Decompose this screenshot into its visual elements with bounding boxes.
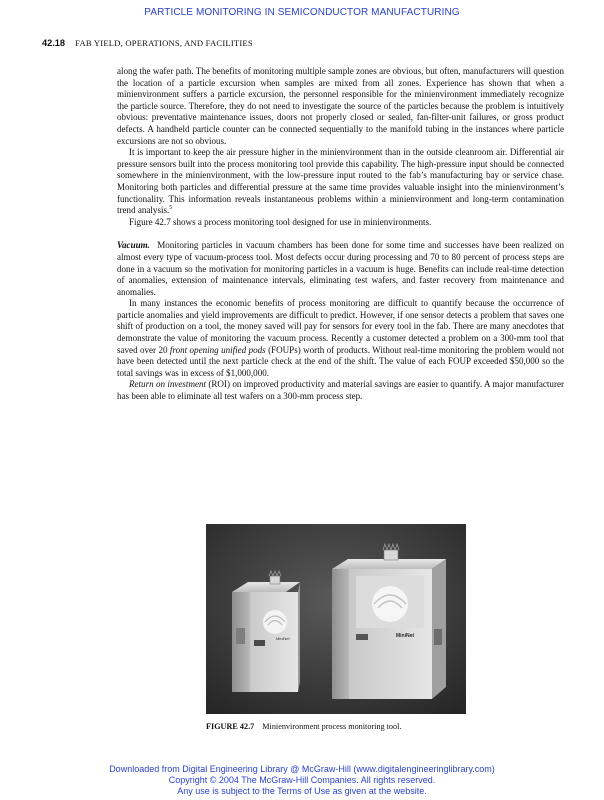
running-head: [42, 38, 253, 48]
small-monitor-unit: [232, 571, 300, 692]
paragraph: [117, 147, 564, 217]
paragraph-text: Monitoring particles in vacuum chambers has been done for some time and successes have been realized on almost every type of vacuum-process tool. Most defects occur during processing and 70 to 80 percent of process steps are done in a vacuum so the motivation for monitoring particles in a vacuum is huge. Benefits can include real-time detection of anomalies, extension of maintenance intervals, eliminating test wafers, and faster recovery from maintenance and anomalies.: [117, 240, 565, 297]
figure-caption: [206, 722, 401, 731]
large-unit-label: MiniNet: [396, 633, 415, 639]
monitoring-tool-photo: [206, 524, 466, 714]
footer-line: Any use is subject to the Terms of Use as given at the website.: [177, 786, 427, 796]
large-monitor-unit: [332, 544, 446, 699]
body-text: [117, 66, 564, 403]
paragraph: [117, 240, 564, 298]
footer-line: Downloaded from Digital Engineering Library @ McGraw-Hill (www.digitalengineeringlibrary.com): [109, 764, 495, 774]
emphasis-term: front opening unified pods: [169, 344, 266, 355]
paragraph: [117, 379, 564, 402]
figure-photo: [206, 524, 466, 714]
chapter-title: FAB YIELD, OPERATIONS, AND FACILITIES: [75, 38, 253, 48]
small-unit-label: MiniNet: [276, 636, 290, 641]
paragraph: Figure 42.7 shows a process monitoring tool designed for use in minienvironments.: [129, 216, 432, 227]
emphasis-term: Return on investment: [129, 379, 207, 390]
section-heading-vacuum: Vacuum.: [117, 240, 150, 251]
book-title-banner: PARTICLE MONITORING IN SEMICONDUCTOR MANUFACTURING: [144, 7, 460, 18]
figure-label: FIGURE 42.7: [206, 722, 255, 731]
paragraph-text: In many instances the economic benefits of process monitoring are difficult to quantify because the occurrence of particle anomalies and yield improvements are difficult to predict. However, if one sensor detects a problem that saves one shift of production on a tool, the money saved will pay for sensors for every tool in the fab. There are many anecdotes that demonstrate the value of monitoring the vacuum process. Recently a customer detected a problem on a 300-mm tool that saved over 20: [117, 298, 564, 355]
paragraph: [117, 298, 564, 379]
paragraph: along the wafer path. The benefits of monitoring multiple sample zones are obvious, but often, manufacturers will question the location of a particle excursion when samples are mixed from all zones. Experience has shown that when a minienvironment suffers a particle excursion, the personnel responsible for the minienvironment immediately recognize the particle source. Therefore, they do not need to investigate the source of the particles because the problem is intuitively obvious: preventative maintenance issues, doors not properly closed or sealed, fan-filter-unit failures, or gross product defects. A handheld particle counter can be connected sequentially to the manifold tubing in the instances where particle excursions are not so obvious.: [117, 66, 564, 146]
figure-caption-text: Minienvironment process monitoring tool.: [262, 722, 402, 731]
reference-superscript: 5: [169, 205, 173, 212]
paragraph-text: It is important to keep the air pressure higher in the minienvironment than in the outside cleanroom air. Differential air pressure sensors built into the process monitoring tool provide this capability. The high-pressure input should be connected somewhere in the minienvironment, with the low-pressure input routed to the fab’s manufacturing bay or service chase. Monitoring both particles and differential pressure at the same time provides valuable insight into the minienvironment’s functionality. This information reveals instantaneous problems within a minienvironment and long-term contamination trend analysis.: [117, 147, 564, 216]
footer-line: Copyright © 2004 The McGraw-Hill Companies. All rights reserved.: [168, 775, 436, 785]
download-footer: [0, 764, 604, 797]
paragraph-text: (FOUPs) worth of products. Without real-time monitoring the problem would not have been detected until the next particle check at the end of the shift. The value of each FOUP exceeded $50,000 so the total savings was in excess of $1,000,000.: [117, 344, 564, 378]
page-number: 42.18: [42, 38, 65, 48]
paragraph-text: (ROI) on improved productivity and material savings are easier to quantify. A major manufacturer has been able to eliminate all test wafers on a 300-mm process step.: [117, 379, 564, 402]
